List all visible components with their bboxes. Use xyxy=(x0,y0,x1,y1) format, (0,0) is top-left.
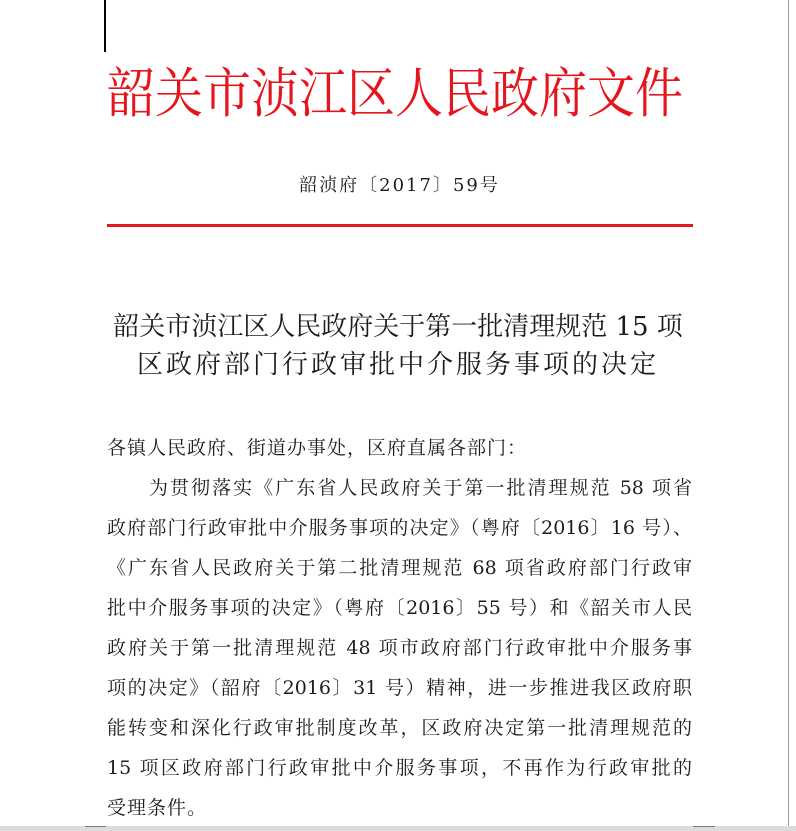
document-header-title: 韶关市浈江区人民政府文件 xyxy=(106,62,683,126)
body-line: 能转变和深化行政审批制度改革，区政府决定第一批清理规范的 xyxy=(107,717,692,739)
document-body xyxy=(107,428,692,828)
margin-corner-mark-right xyxy=(693,826,715,827)
body-line: 政府部门行政审批中介服务事项的决定》（粤府〔2016〕16 号）、 xyxy=(107,517,692,539)
page-edge-right xyxy=(788,0,789,826)
header-red-rule xyxy=(107,224,693,227)
text-cursor xyxy=(104,0,106,52)
body-line: 政府关于第一批清理规范 48 项市政府部门行政审批中介服务事 xyxy=(107,637,692,659)
document-title-line: 韶关市浈江区人民政府关于第一批清理规范 15 项 xyxy=(113,312,683,342)
body-line: 受理条件。 xyxy=(107,797,208,819)
margin-corner-mark-left xyxy=(85,826,106,827)
body-line: 项的决定》（韶府〔2016〕31 号）精神，进一步推进我区政府职 xyxy=(107,677,692,699)
body-line: 批中介服务事项的决定》（粤府〔2016〕55 号）和《韶关市人民 xyxy=(107,597,692,619)
body-line: 《广东省人民政府关于第二批清理规范 68 项省政府部门行政审 xyxy=(107,557,692,579)
document-number: 韶浈府〔2017〕59号 xyxy=(299,175,500,196)
page-edge-bottom xyxy=(0,826,796,831)
body-line: 15 项区政府部门行政审批中介服务事项，不再作为行政审批的 xyxy=(107,757,692,779)
salutation: 各镇人民政府、街道办事处，区府直属各部门： xyxy=(107,437,528,459)
document-title xyxy=(98,308,698,384)
document-title-line: 区政府部门行政审批中介服务事项的决定 xyxy=(136,350,659,380)
body-line: 为贯彻落实《广东省人民政府关于第一批清理规范 58 项省 xyxy=(149,477,692,499)
